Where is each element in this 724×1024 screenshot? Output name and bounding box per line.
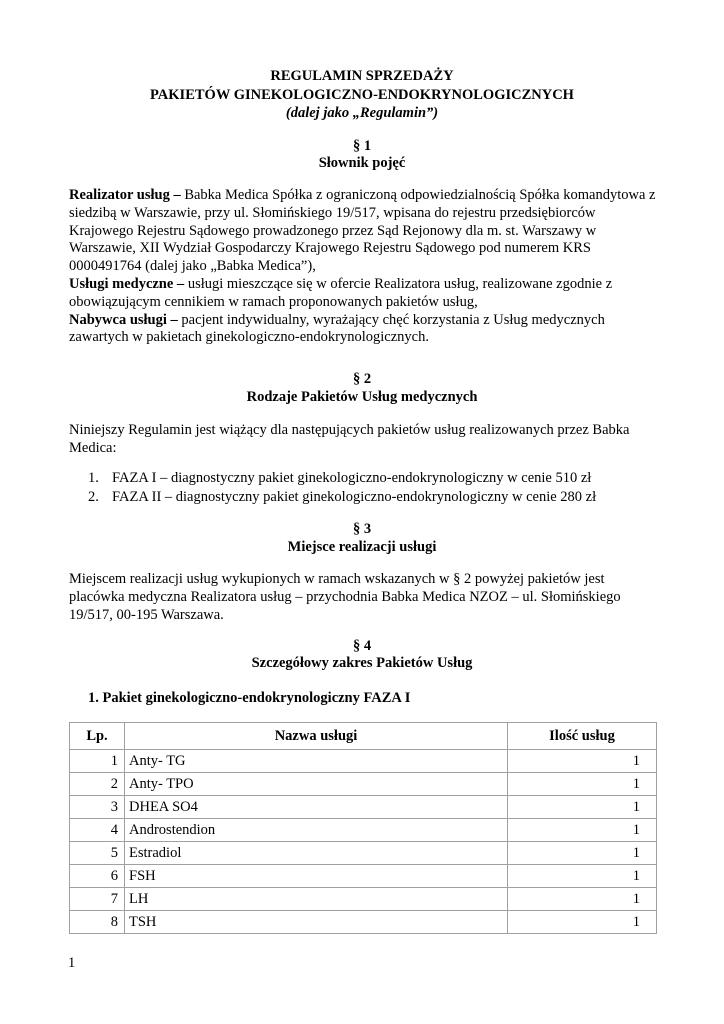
cell-name: Estradiol bbox=[125, 842, 508, 865]
term-nabywca-label: Nabywca usługi – bbox=[69, 311, 178, 328]
cell-name: Anty- TG bbox=[125, 750, 508, 773]
cell-qty: 1 bbox=[508, 773, 657, 796]
cell-lp: 2 bbox=[70, 773, 125, 796]
section-1-number: § 1 bbox=[352, 138, 372, 154]
cell-qty: 1 bbox=[508, 888, 657, 911]
section-4-number: § 4 bbox=[352, 638, 372, 654]
cell-name: Anty- TPO bbox=[125, 773, 508, 796]
cell-name: Androstendion bbox=[125, 819, 508, 842]
section-3-title: Miejsce realizacji usługi bbox=[287, 539, 437, 555]
term-realizator bbox=[69, 187, 655, 274]
document-title-line3: (dalej jako „Regulamin”) bbox=[285, 105, 439, 121]
table-row bbox=[70, 796, 657, 819]
cell-name: FSH bbox=[125, 865, 508, 888]
table-row bbox=[70, 842, 657, 865]
term-realizator-text: Babka Medica Spółka z ograniczoną odpowiedzialnością Spółka komandytowa z siedzibą w Warszawie, przy ul. Słomińskiego 19/517, wpisana do rejestru przedsiębiorców Krajowego Rejestru Sądowego prowadzonego przez Sąd Rejonowy dla m. st. Warszawy w Warszawie, XII Wydział Gospodarczy Krajowego Rejestru Sądowego pod numerem KRS 0000491764 (dalej jako „Babka Medica”), bbox=[69, 187, 656, 275]
cell-lp: 1 bbox=[70, 750, 125, 773]
section-1-body bbox=[69, 187, 659, 347]
services-table bbox=[69, 722, 657, 934]
cell-qty: 1 bbox=[508, 796, 657, 819]
document-title-line1: REGULAMIN SPRZEDAŻY bbox=[270, 68, 454, 84]
list-text: FAZA I – diagnostyczny pakiet ginekologiczno-endokrynologiczny w cenie 510 zł bbox=[112, 470, 592, 486]
list-number: 2. bbox=[88, 489, 99, 505]
cell-name: TSH bbox=[125, 911, 508, 934]
term-uslugi-text: usługi mieszczące się w ofercie Realizatora usług, realizowane zgodnie z obowiązującym cennikiem w ramach proponowanych pakietów usług, bbox=[69, 275, 613, 310]
cell-lp: 8 bbox=[70, 911, 125, 934]
table-row bbox=[70, 773, 657, 796]
table-row bbox=[70, 865, 657, 888]
cell-lp: 3 bbox=[70, 796, 125, 819]
cell-lp: 4 bbox=[70, 819, 125, 842]
list-text: FAZA II – diagnostyczny pakiet ginekologiczno-endokrynologiczny w cenie 280 zł bbox=[112, 489, 597, 505]
term-uslugi bbox=[69, 276, 612, 310]
cell-lp: 5 bbox=[70, 842, 125, 865]
cell-qty: 1 bbox=[508, 865, 657, 888]
table-row bbox=[70, 911, 657, 934]
section-1-title: Słownik pojęć bbox=[318, 155, 406, 171]
table-row bbox=[70, 750, 657, 773]
package-list-item bbox=[88, 488, 668, 507]
cell-qty: 1 bbox=[508, 819, 657, 842]
term-uslugi-label: Usługi medyczne – bbox=[69, 275, 185, 292]
section-2-number: § 2 bbox=[352, 371, 372, 387]
cell-qty: 1 bbox=[508, 750, 657, 773]
cell-lp: 6 bbox=[70, 865, 125, 888]
term-nabywca bbox=[69, 312, 605, 346]
package-list bbox=[88, 469, 668, 507]
header-lp: Lp. bbox=[70, 723, 125, 750]
section-2-title: Rodzaje Pakietów Usług medycznych bbox=[246, 389, 478, 405]
header-name: Nazwa usługi bbox=[125, 723, 508, 750]
term-nabywca-text: pacjent indywidualny, wyrażający chęć korzystania z Usług medycznych zawartych w pakietach ginekologiczno-endokrynologicznych. bbox=[69, 311, 605, 346]
table-row bbox=[70, 888, 657, 911]
cell-name: DHEA SO4 bbox=[125, 796, 508, 819]
header-qty: Ilość usług bbox=[508, 723, 657, 750]
document-title-line2: PAKIETÓW GINEKOLOGICZNO-ENDOKRYNOLOGICZNYCH bbox=[150, 87, 574, 103]
term-realizator-label: Realizator usług – bbox=[69, 187, 181, 203]
table-header-row bbox=[70, 723, 657, 750]
section-3-body: Miejscem realizacji usług wykupionych w ramach wskazanych w § 2 powyżej pakietów jest placówka medyczna Realizatora usług – przychodnia Babka Medica NZOZ – ul. Słomińskiego 19/517, 00-195 Warszawa. bbox=[69, 571, 621, 623]
table-row bbox=[70, 819, 657, 842]
package-list-item bbox=[88, 469, 668, 488]
package-subheading: 1. Pakiet ginekologiczno-endokrynologiczny FAZA I bbox=[88, 690, 411, 706]
section-2-intro: Niniejszy Regulamin jest wiążący dla następujących pakietów usług realizowanych przez Babka Medica: bbox=[69, 422, 630, 456]
section-3-number: § 3 bbox=[352, 521, 372, 537]
list-number: 1. bbox=[88, 470, 99, 486]
page-number: 1 bbox=[68, 955, 76, 971]
cell-qty: 1 bbox=[508, 842, 657, 865]
cell-name: LH bbox=[125, 888, 508, 911]
cell-qty: 1 bbox=[508, 911, 657, 934]
cell-lp: 7 bbox=[70, 888, 125, 911]
section-4-title: Szczegółowy zakres Pakietów Usług bbox=[251, 655, 473, 671]
